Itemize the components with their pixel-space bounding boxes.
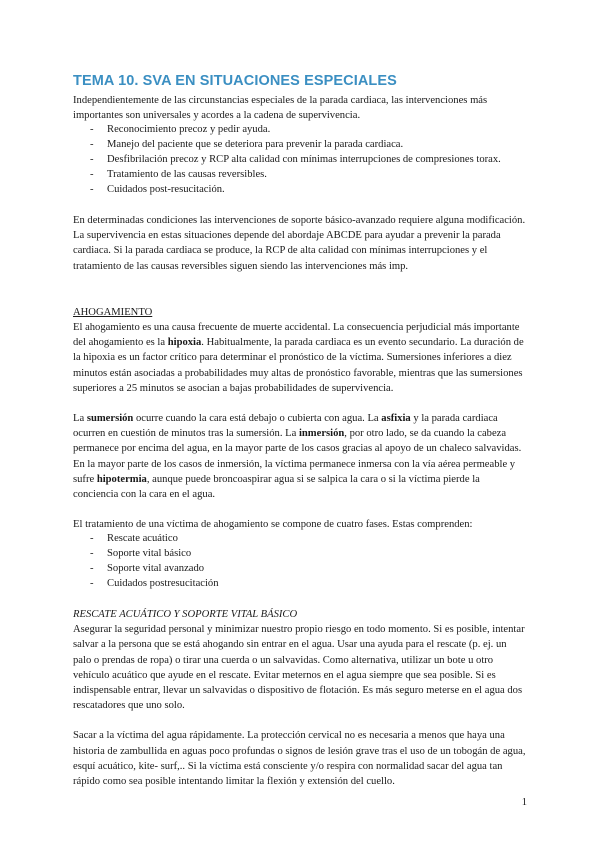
page-content <box>73 72 527 789</box>
intro-list <box>73 123 527 198</box>
intro-paragraph: Independientemente de las circunstancias especiales de la parada cardiaca, las intervenciones más importantes son universales y acordes a la cadena de supervivencia. <box>73 95 488 122</box>
list-item: - Cuidados post-resucitación. <box>73 183 527 198</box>
list-item: - Tratamiento de las causas reversibles. <box>73 168 527 183</box>
rescue-paragraph-1: Asegurar la seguridad personal y minimizar nuestro propio riesgo en todo momento. Si es posible, intentar salvar a la persona que se está ahogando sin entrar en el agua. Usar una ayuda para el rescate (p. ej. un palo o prendas de ropa) o tirar una cuerda o un salvavidas. Como alternativa, utilizar un bote u otro vehículo acuático que ayude en el rescate. Evitar meternos en el agua siempre que sea posible. Si es indispensable entrar, llevar un salvavidas o dispositivo de flotación. Es más seguro meterse en el agua dos rescatadores que uno solo. <box>73 624 525 712</box>
bold-term: hipoxia <box>167 337 202 349</box>
list-item: - Desfibrilación precoz y RCP alta calidad con mínimas interrupciones de compresiones torax. <box>73 153 527 168</box>
phases-list <box>73 532 527 592</box>
subsection-heading-rescue: RESCATE ACUÁTICO Y SOPORTE VITAL BÁSICO <box>73 609 298 621</box>
drowning-paragraph-3: El tratamiento de una víctima de ahogamiento se compone de cuatro fases. Estas comprenden: <box>73 519 473 531</box>
page-number: 1 <box>521 797 527 808</box>
bold-term: hipotermia <box>96 473 147 485</box>
list-item: - Cuidados postresucitación <box>73 577 527 592</box>
drowning-paragraph-1: El ahogamiento es una causa frecuente de muerte accidental. La consecuencia perjudicial más importante del ahogamiento es la hipoxia. Habitualmente, la parada cardiaca es un evento secundario. La duración de la hipoxia es un factor crítico para determinar el pronóstico de la víctima. Sumersiones inferiores a diez minutos están asociadas a probabilidades muy altas de pronóstico favorable, mientras que las sumersiones superiores a 25 minutos se asocian a bajas probabilidades de supervivencia. <box>73 321 524 394</box>
bold-term: asfixia <box>381 412 411 424</box>
list-item: - Rescate acuático <box>73 532 527 547</box>
bold-term: sumersión <box>86 412 134 424</box>
list-item: - Manejo del paciente que se deteriora para prevenir la parada cardiaca. <box>73 138 527 153</box>
list-item: - Reconocimiento precoz y pedir ayuda. <box>73 123 527 138</box>
list-item: - Soporte vital avanzado <box>73 562 527 577</box>
rescue-paragraph-2: Sacar a la víctima del agua rápidamente. La protección cervical no es necesaria a menos que haya una historia de zambullida en aguas poco profundas o signos de lesión grave tras el uso de un tobogán de agua, esquí acuático, kite- surf,.. Si la víctima está consciente y/o respira con normalidad sacar del agua tan rápido como sea posible intentando limitar la flexión y extensión del cuello. <box>73 730 526 788</box>
drowning-paragraph-2: La sumersión ocurre cuando la cara está debajo o cubierta con agua. La asfixia y la parada cardiaca ocurren en cuestión de minutos tras la sumersión. La inmersión, por otro lado, se da cuando la cabeza permanece por encima del agua, en la mayor parte de los casos gracias al apoyo de un chaleco salvavidas. En la mayor parte de los casos de inmersión, la víctima permanece inmersa con la vía aérea permeable y sufre hipotermia, aunque puede broncoaspirar agua si se salpica la cara o si la víctima pierde la conciencia con la cara en el agua. <box>73 412 522 500</box>
list-item: - Soporte vital básico <box>73 547 527 562</box>
conditions-paragraph: En determinadas condiciones las intervenciones de soporte básico-avanzado requiere alguna modificación. La supervivencia en estas situaciones depende del abordaje ABCDE para ayudar a prevenir la parada cardiaca. Si la parada cardiaca se produce, la RCP de alta calidad con mínimas interrupciones y el tratamiento de las causas reversibles siguen siendo las intervenciones más imp. <box>73 214 526 272</box>
bold-term: inmersión <box>298 428 345 440</box>
section-heading-drowning: AHOGAMIENTO <box>73 306 153 318</box>
page-title: TEMA 10. SVA EN SITUACIONES ESPECIALES <box>73 73 397 89</box>
